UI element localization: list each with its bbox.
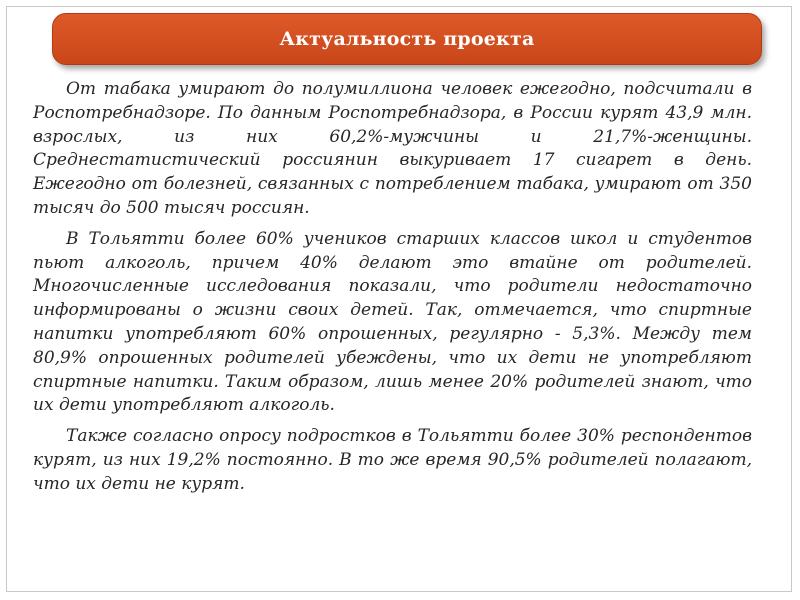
slide-title: Актуальность проекта bbox=[279, 28, 535, 50]
body-text bbox=[33, 78, 752, 504]
title-banner bbox=[52, 13, 762, 65]
paragraph-alcohol: В Тольятти более 60% учеников старших классов школ и студентов пьют алкоголь, причем 40% делают это втайне от родителей. Многочисленные исследования показали, что родители недостаточно информированы о жизни своих детей. Так, отмечается, что спиртные напитки употребляют 60% опрошенных, регулярно - 5,3%. Между тем 80,9% опрошенных родителей убеждены, что их дети не употребляют спиртные напитки. Таким образом, лишь менее 20% родителей знают, что их дети употребляют алкоголь. bbox=[33, 228, 752, 416]
paragraph-tobacco: От табака умирают до полумиллиона человек ежегодно, подсчитали в Роспотребнадзоре. По данным Роспотребнадзора, в России курят 43,9 млн. взрослых, из них 60,2%-мужчины и 21,7%-женщины. Среднестатистический россиянин выкуривает 17 сигарет в день. Ежегодно от болезней, связанных с потреблением табака, умирают от 350 тысяч до 500 тысяч россиян. bbox=[33, 79, 752, 218]
paragraph-smoking-survey: Также согласно опросу подростков в Тольятти более 30% респондентов курят, из них 19,2% постоянно. В то же время 90,5% родителей полагают, что их дети не курят. bbox=[33, 426, 752, 494]
